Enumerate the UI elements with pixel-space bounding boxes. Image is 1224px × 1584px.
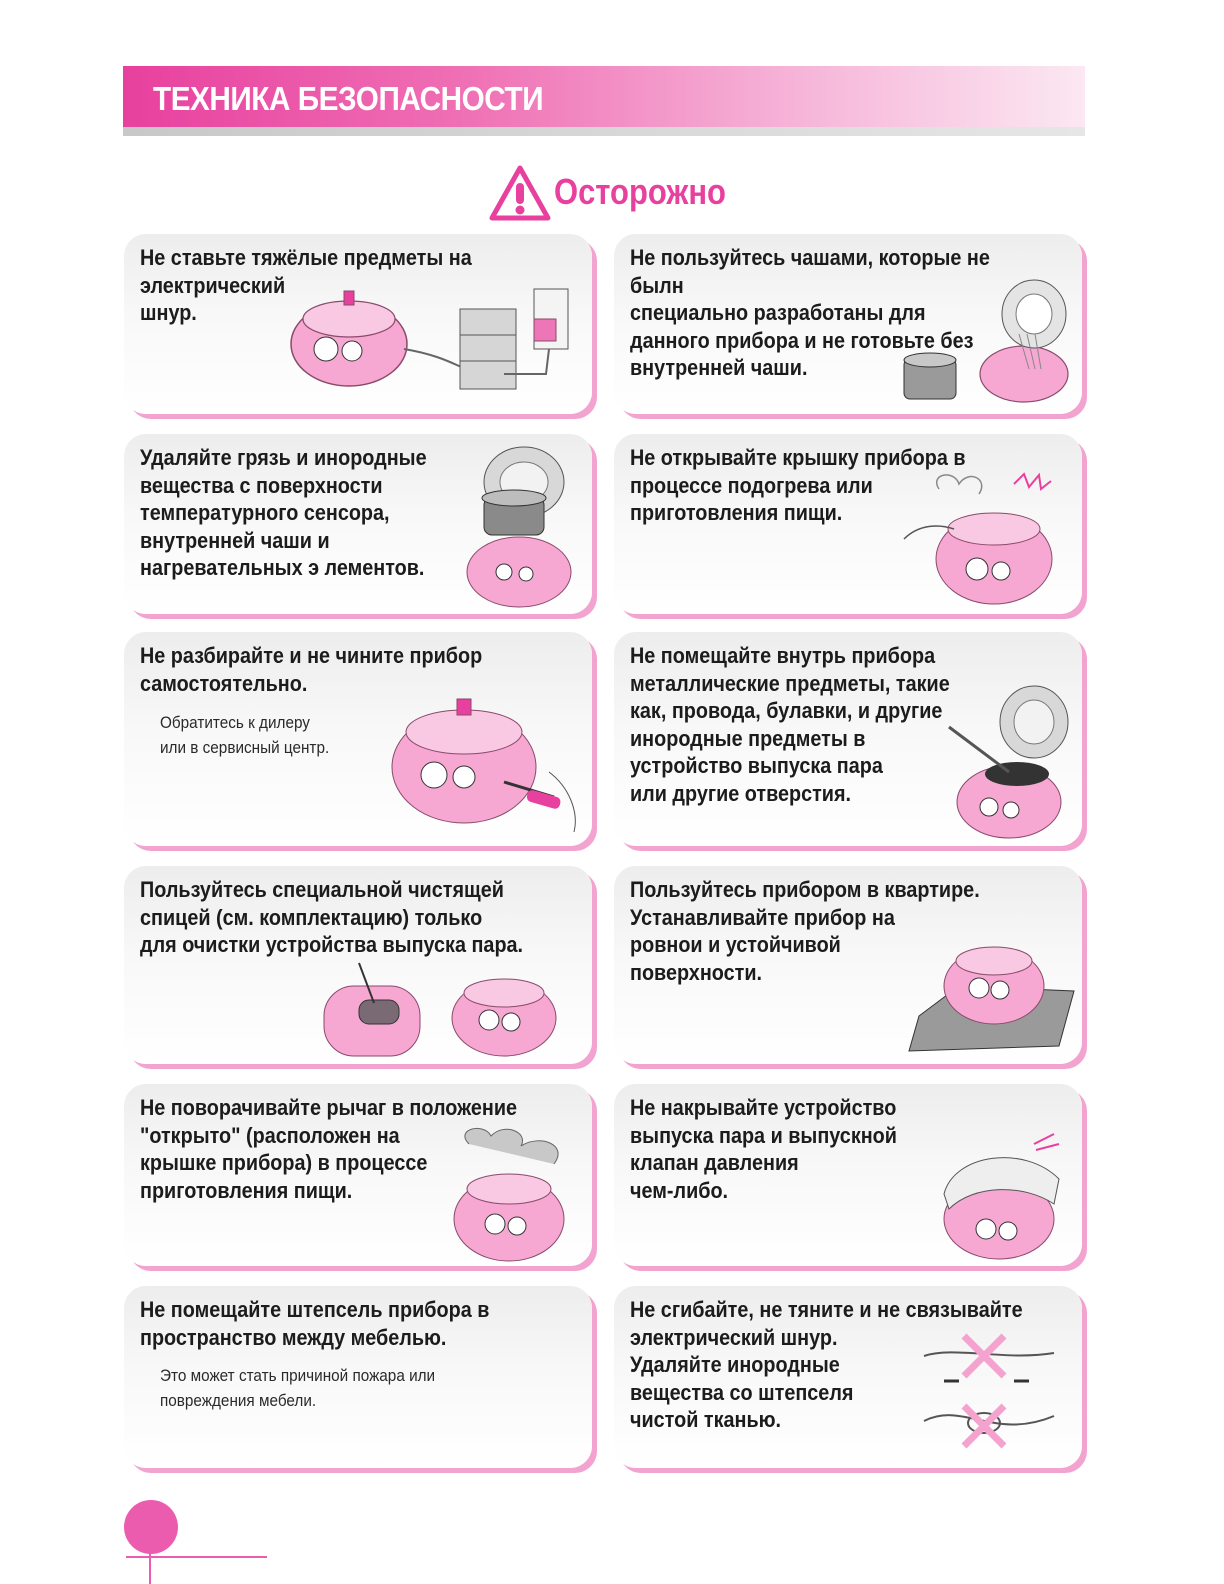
- cooker-on-cushion-icon: [899, 926, 1079, 1061]
- cooker-cleaning-pin-icon: [319, 958, 584, 1060]
- cooker-foreign-bowl-icon: [899, 274, 1074, 409]
- cooker-covered-cloth-icon: [904, 1124, 1074, 1264]
- safety-card-text: Не поворачивайте рычаг в положение "открыто" (расположен на крышке прибора) в процессе приготовления пищи.: [140, 1095, 518, 1203]
- page-title: ТЕХНИКА БЕЗОПАСНОСТИ: [153, 80, 544, 117]
- page-marker: [124, 1500, 178, 1554]
- safety-card: [124, 632, 592, 846]
- safety-card-text: Не помещайте штепсель прибора в пространство между мебелью.: [140, 1297, 490, 1350]
- safety-card: [614, 1084, 1082, 1266]
- caution-heading: [488, 163, 728, 223]
- safety-card-text: Не сгибайте, не тяните и не связывайте электрический шнур. Удаляйте инородные вещества со штепселя чистой тканью.: [630, 1297, 1023, 1432]
- safety-card-text: Не пользуйтесь чашами, которые не былн специально разработаны для данного прибора и не готовьте без внутренней чаши.: [630, 245, 990, 380]
- cooker-metal-object-icon: [939, 682, 1074, 842]
- safety-card-text: Не разбирайте и не чините прибор самостоятельно.: [140, 643, 483, 696]
- warning-triangle-icon: [488, 163, 552, 223]
- safety-card-text: Не накрывайте устройство выпуска пара и выпускной клапан давления чем-либо.: [630, 1095, 897, 1203]
- safety-card: [614, 1286, 1082, 1468]
- cord-pull-knot-cross-icon: [914, 1321, 1064, 1461]
- safety-card-text: Пользуйтесь специальной чистящей спицей (см. комплектацию) только для очистки устройства выпуска пара.: [140, 877, 524, 957]
- safety-card: [614, 434, 1082, 614]
- cooker-under-drawer-cord-icon: [264, 279, 584, 409]
- safety-card-text: Удаляйте грязь и инородные вещества с поверхности температурного сенсора, внутренней чаши и нагревательных э лементов.: [140, 445, 427, 580]
- cooker-inner-pot-icon: [444, 442, 584, 612]
- header-bar: [123, 66, 1085, 136]
- page-footer-rule: [126, 1556, 267, 1558]
- safety-card-note: Это может стать причиной пожара или повреждения мебели.: [160, 1366, 436, 1410]
- safety-card: [614, 234, 1082, 414]
- safety-card: [614, 632, 1082, 846]
- safety-card-text: Не помещайте внутрь прибора металлические предметы, такие как, провода, булавки, и другие инородные предметы в устройство выпуска пара или другие отверстия.: [630, 643, 950, 806]
- caution-label: Осторожно: [554, 171, 726, 212]
- safety-card-text: Пользуйтесь прибором в квартире. Устанавливайте прибор на ровнои и устойчивой поверхности.: [630, 877, 980, 985]
- safety-card: [124, 1084, 592, 1266]
- cooker-screwdriver-icon: [354, 677, 584, 842]
- safety-card: [124, 866, 592, 1064]
- safety-card: [124, 1286, 592, 1468]
- safety-card-note: Обратитесь к дилеру или в сервисный центр.: [160, 713, 330, 757]
- safety-card-text: Не открывайте крышку прибора в процессе подогрева или приготовления пищи.: [630, 445, 966, 525]
- safety-card: [614, 866, 1082, 1064]
- safety-card: [124, 434, 592, 614]
- cooker-lever-steam-icon: [429, 1124, 584, 1264]
- cooker-steam-lid-icon: [899, 469, 1069, 609]
- page-footer-tick: [149, 1548, 151, 1584]
- safety-card: [124, 234, 592, 414]
- safety-card-text: Не ставьте тяжёлые предметы на электрический шнур.: [140, 245, 472, 325]
